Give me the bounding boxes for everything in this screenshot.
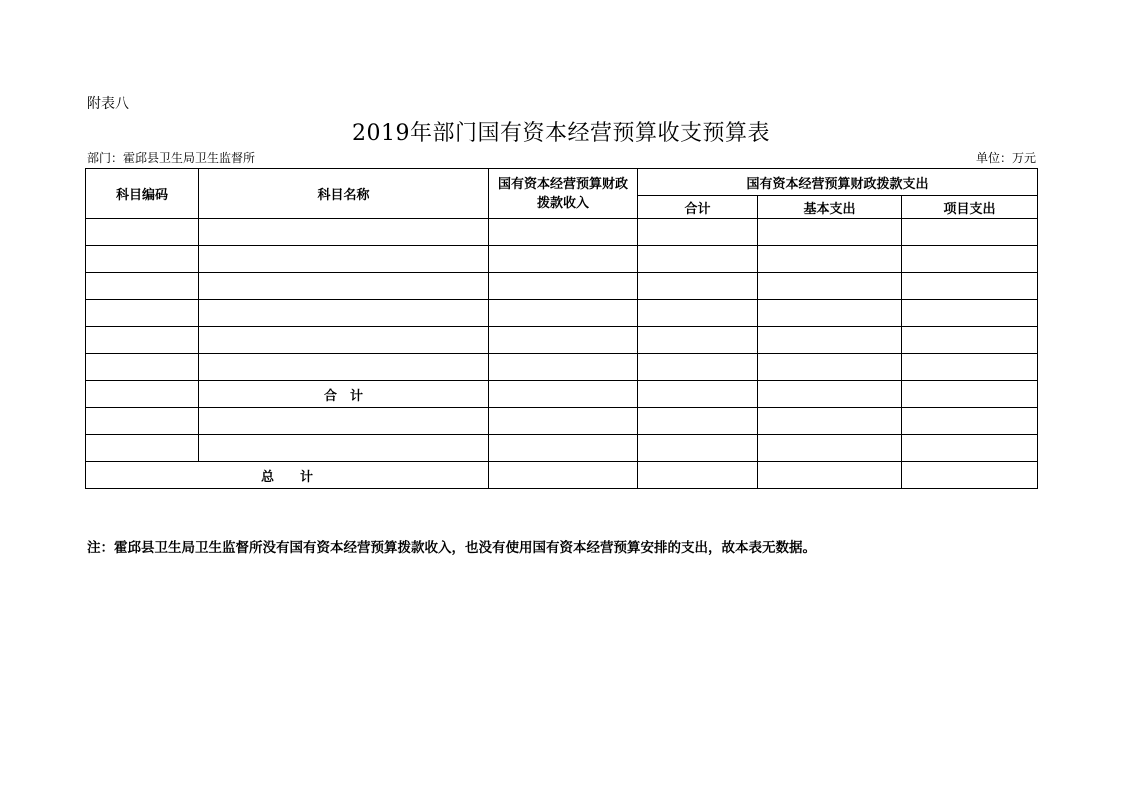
cell-income xyxy=(489,381,638,408)
department-label: 部门：霍邱县卫生局卫生监督所 xyxy=(87,151,256,165)
cell-project xyxy=(902,381,1038,408)
cell-project xyxy=(902,327,1038,354)
cell-code xyxy=(86,435,199,462)
attachment-label: 附表八 xyxy=(87,96,129,112)
table-row xyxy=(86,408,1038,435)
cell-subtotal xyxy=(638,273,758,300)
cell-basic xyxy=(758,327,902,354)
table-row xyxy=(86,327,1038,354)
cell-income xyxy=(489,327,638,354)
header-income xyxy=(489,169,638,219)
cell-code xyxy=(86,381,199,408)
cell-project xyxy=(902,273,1038,300)
table-row xyxy=(86,273,1038,300)
cell-basic xyxy=(758,246,902,273)
cell-subtotal xyxy=(638,435,758,462)
cell-income xyxy=(489,462,638,489)
cell-code xyxy=(86,300,199,327)
cell-income xyxy=(489,435,638,462)
unit-label: 单位：万元 xyxy=(975,151,1036,165)
cell-project xyxy=(902,354,1038,381)
cell-basic xyxy=(758,435,902,462)
cell-income xyxy=(489,219,638,246)
cell-code xyxy=(86,327,199,354)
header-subject-code: 科目编码 xyxy=(86,169,199,219)
cell-subtotal xyxy=(638,246,758,273)
cell-name xyxy=(199,219,489,246)
table-row xyxy=(86,435,1038,462)
cell-subtotal xyxy=(638,408,758,435)
header-subject-name: 科目名称 xyxy=(199,169,489,219)
cell-income xyxy=(489,300,638,327)
cell-basic xyxy=(758,300,902,327)
cell-basic xyxy=(758,354,902,381)
cell-name xyxy=(199,273,489,300)
header-expense-group: 国有资本经营预算财政拨款支出 xyxy=(638,169,1038,196)
cell-name xyxy=(199,327,489,354)
cell-subtotal xyxy=(638,462,758,489)
cell-project xyxy=(902,408,1038,435)
header-project-expense: 项目支出 xyxy=(902,196,1038,219)
total-row xyxy=(86,462,1038,489)
cell-subtotal xyxy=(638,219,758,246)
cell-income xyxy=(489,354,638,381)
subtotal-row xyxy=(86,381,1038,408)
table-row xyxy=(86,354,1038,381)
header-basic-expense: 基本支出 xyxy=(758,196,902,219)
subtotal-label: 合 计 xyxy=(199,381,489,408)
table-row xyxy=(86,300,1038,327)
cell-name xyxy=(199,300,489,327)
budget-table xyxy=(85,168,1038,489)
cell-name xyxy=(199,246,489,273)
cell-basic xyxy=(758,462,902,489)
cell-income xyxy=(489,246,638,273)
table-body xyxy=(86,219,1038,489)
cell-income xyxy=(489,408,638,435)
total-label: 总 计 xyxy=(86,462,489,489)
cell-project xyxy=(902,300,1038,327)
cell-income xyxy=(489,273,638,300)
cell-basic xyxy=(758,219,902,246)
cell-name xyxy=(199,408,489,435)
cell-code xyxy=(86,408,199,435)
page-title: 2019年部门国有资本经营预算收支预算表 xyxy=(352,121,770,146)
cell-project xyxy=(902,462,1038,489)
cell-project xyxy=(902,219,1038,246)
cell-code xyxy=(86,354,199,381)
cell-code xyxy=(86,273,199,300)
cell-code xyxy=(86,219,199,246)
cell-subtotal xyxy=(638,327,758,354)
header-income-text: 国有资本经营预算财政拨款收入 xyxy=(497,176,628,211)
cell-subtotal xyxy=(638,381,758,408)
table-row xyxy=(86,219,1038,246)
cell-name xyxy=(199,435,489,462)
table-row xyxy=(86,246,1038,273)
cell-subtotal xyxy=(638,300,758,327)
cell-code xyxy=(86,246,199,273)
cell-project xyxy=(902,246,1038,273)
cell-project xyxy=(902,435,1038,462)
cell-basic xyxy=(758,408,902,435)
footnote: 注：霍邱县卫生局卫生监督所没有国有资本经营预算拨款收入，也没有使用国有资本经营预算安排的支出，故本表无数据。 xyxy=(87,540,816,556)
cell-basic xyxy=(758,273,902,300)
cell-subtotal xyxy=(638,354,758,381)
header-subtotal: 合计 xyxy=(638,196,758,219)
cell-basic xyxy=(758,381,902,408)
cell-name xyxy=(199,354,489,381)
